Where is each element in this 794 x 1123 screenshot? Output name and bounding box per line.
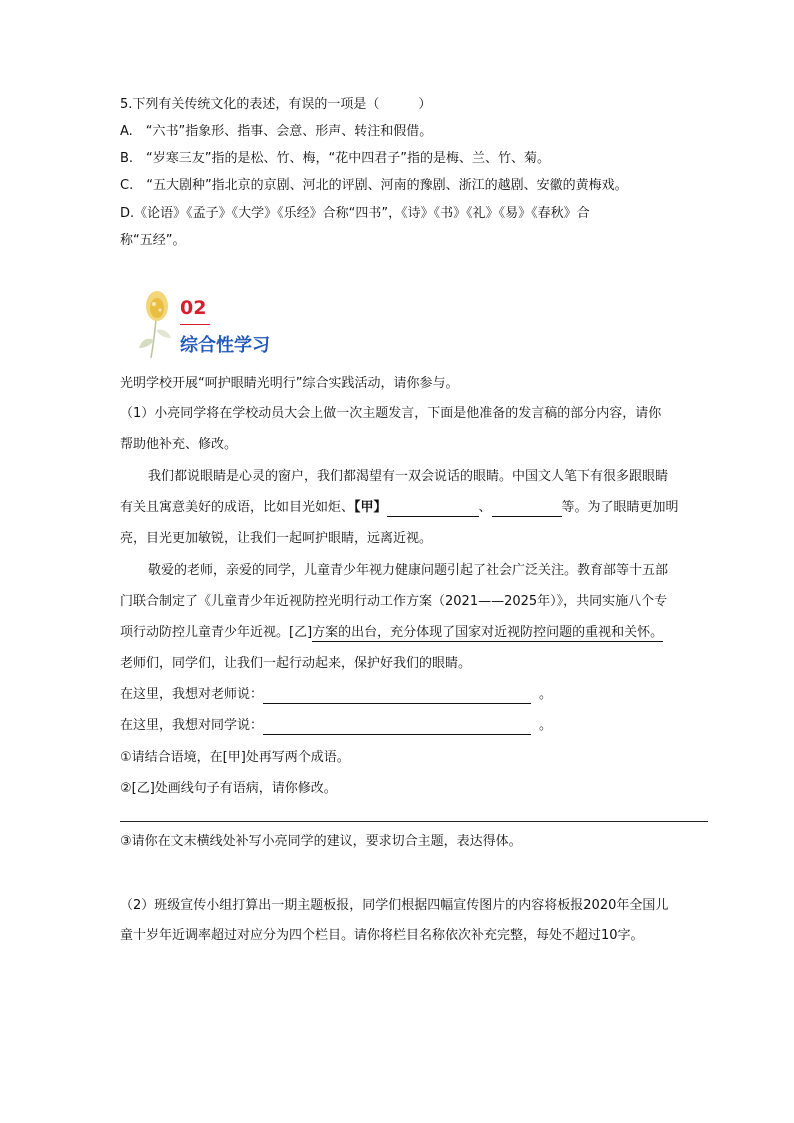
- speech-paragraph-2-line-4: 老师们，同学们，让我们一起行动起来，保护好我们的眼睛。: [120, 656, 472, 671]
- underlined-sentence-yi: 方案的出台，充分体现了国家对近视防控问题的重视和关怀。: [312, 625, 664, 640]
- student-suggestion-line: 在这里，我想对同学说： 。: [120, 718, 553, 733]
- student-suggestion-blank[interactable]: [263, 720, 531, 735]
- speech-paragraph-2-line-3: 项行动防控儿童青少年近视。[乙]方案的出台，充分体现了国家对近视防控问题的重视和关怀。: [120, 625, 664, 640]
- question-5-option-d-cont: 称“五经”。: [120, 233, 186, 248]
- task-1: ①请结合语境，在[甲]处再写两个成语。: [120, 750, 350, 765]
- speech-paragraph-1-line-2: 有关且寓意美好的成语，比如目光如炬、【甲】 、 等。为了眼睛更加明: [120, 500, 679, 515]
- speech-paragraph-1-line-3: 亮，目光更加敏锐，让我们一起呵护眼睛，远离近视。: [120, 531, 433, 546]
- blank-marker-jia: 【甲】: [354, 500, 387, 515]
- question-5-option-a: A. “六书”指象形、指事、会意、形声、转注和假借。: [120, 124, 433, 139]
- part-2-instruction-cont: 童十岁年近调率超过对应分为四个栏目。请你将栏目名称依次补充完整，每处不超过10字。: [120, 928, 644, 943]
- task-2-answer-line[interactable]: [120, 821, 708, 822]
- flower-icon: [137, 288, 177, 360]
- activity-intro: 光明学校开展“呵护眼睛光明行”综合实践活动，请你参与。: [120, 376, 459, 391]
- section-divider: [180, 324, 210, 325]
- question-5-option-c: C. “五大剧种”指北京的京剧、河北的评剧、河南的豫剧、浙江的越剧、安徽的黄梅戏。: [120, 178, 628, 193]
- idiom-blank-2[interactable]: [492, 502, 562, 517]
- part-1-instruction-cont: 帮助他补充、修改。: [120, 437, 238, 452]
- section-number: 02: [180, 297, 207, 319]
- question-5-stem: 5.下列有关传统文化的表述，有误的一项是（ ）: [120, 97, 432, 112]
- speech-paragraph-2: 敬爱的老师，亲爱的同学，儿童青少年视力健康问题引起了社会广泛关注。教育部等十五部: [148, 563, 669, 578]
- part-1-instruction: （1）小亮同学将在学校动员大会上做一次主题发言，下面是他准备的发言稿的部分内容，请你: [120, 406, 662, 421]
- teacher-suggestion-blank[interactable]: [263, 689, 531, 704]
- section-title: 综合性学习: [180, 335, 270, 356]
- speech-paragraph-2-line-2: 门联合制定了《儿童青少年近视防控光明行动工作方案（2021——2025年）》，共同实施八个专: [120, 594, 668, 609]
- task-2: ②[乙]处画线句子有语病，请你修改。: [120, 781, 337, 796]
- idiom-blank-1[interactable]: [387, 502, 479, 517]
- question-5-option-d: D.《论语》《孟子》《大学》《乐经》合称“四书”，《诗》《书》《礼》《易》《春秋》合: [120, 206, 590, 221]
- speech-paragraph-1: 我们都说眼睛是心灵的窗户，我们都渴望有一双会说话的眼睛。中国文人笔下有很多跟眼睛: [148, 469, 669, 484]
- teacher-suggestion-line: 在这里，我想对老师说： 。: [120, 687, 553, 702]
- question-5-option-b: B. “岁寒三友”指的是松、竹、梅，“花中四君子”指的是梅、兰、竹、菊。: [120, 151, 550, 166]
- part-2-instruction: （2）班级宣传小组打算出一期主题板报，同学们根据四幅宣传图片的内容将板报2020年全国儿: [120, 898, 669, 913]
- task-3: ③请你在文末横线处补写小亮同学的建议，要求切合主题，表达得体。: [120, 834, 522, 849]
